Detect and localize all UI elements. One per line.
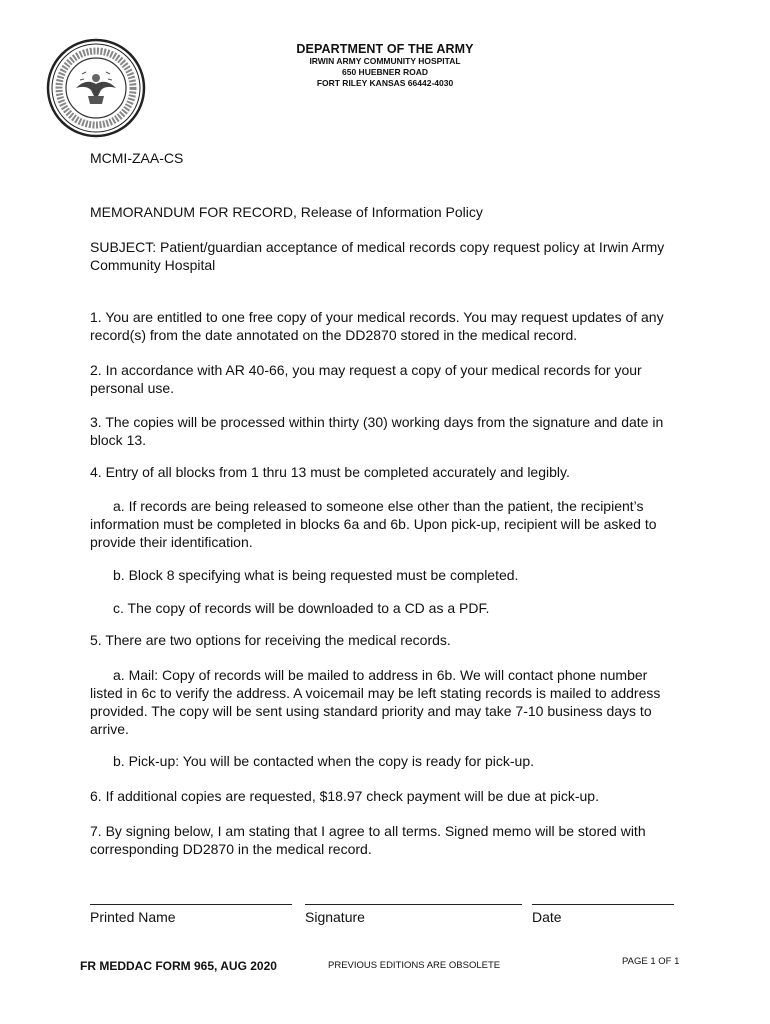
- paragraph-2: 2. In accordance with AR 40-66, you may request a copy of your medical records for your personal use.: [90, 362, 642, 396]
- printed-name-label: Printed Name: [90, 909, 176, 925]
- paragraph-5: 5. There are two options for receiving the medical records.: [90, 632, 451, 648]
- department-of-defense-seal-icon: [46, 38, 146, 138]
- date-label: Date: [532, 909, 562, 925]
- paragraph-1: 1. You are entitled to one free copy of your medical records. You may request updates of any record(s) from the date annotated on the DD2870 stored in the medical record.: [90, 309, 664, 343]
- letterhead: [185, 42, 585, 89]
- paragraph-3: 3. The copies will be processed within thirty (30) working days from the signature and date in block 13.: [90, 414, 664, 448]
- paragraph-4c: c. The copy of records will be downloaded to a CD as a PDF.: [113, 600, 490, 616]
- subject-line: SUBJECT: Patient/guardian acceptance of medical records copy request policy at Irwin Army Community Hospital: [90, 239, 665, 273]
- hospital-name: IRWIN ARMY COMMUNITY HOSPITAL: [309, 56, 461, 66]
- paragraph-7: 7. By signing below, I am stating that I agree to all terms. Signed memo will be stored with corresponding DD2870 in the medical record.: [90, 823, 646, 857]
- department-name: DEPARTMENT OF THE ARMY: [296, 42, 474, 56]
- signature-label: Signature: [305, 909, 365, 925]
- office-symbol: MCMI-ZAA-CS: [90, 150, 184, 166]
- paragraph-4a: a. If records are being released to someone else other than the patient, the recipient’s information must be completed in blocks 6a and 6b. Upon pick-up, recipient will be asked to provide their identification.: [90, 498, 657, 550]
- date-line[interactable]: [532, 904, 674, 905]
- city-address: FORT RILEY KANSAS 66442-4030: [316, 78, 454, 88]
- signature-line[interactable]: [305, 904, 522, 905]
- page-number: PAGE 1 OF 1: [622, 956, 680, 967]
- paragraph-5b: b. Pick-up: You will be contacted when the copy is ready for pick-up.: [113, 753, 535, 769]
- printed-name-line[interactable]: [90, 904, 292, 905]
- paragraph-4b: b. Block 8 specifying what is being requested must be completed.: [113, 567, 519, 583]
- paragraph-4: 4. Entry of all blocks from 1 thru 13 must be completed accurately and legibly.: [90, 464, 570, 480]
- memorandum-for: MEMORANDUM FOR RECORD, Release of Information Policy: [90, 204, 483, 220]
- street-address: 650 HUEBNER ROAD: [342, 67, 428, 77]
- paragraph-6: 6. If additional copies are requested, $18.97 check payment will be due at pick-up.: [90, 788, 599, 804]
- paragraph-5a: a. Mail: Copy of records will be mailed to address in 6b. We will contact phone number listed in 6c to verify the address. A voicemail may be left stating records is mailed to address provided. The copy will be sent using standard priority and may take 7-10 business days to arrive.: [90, 667, 661, 737]
- obsolete-note: PREVIOUS EDITIONS ARE OBSOLETE: [328, 960, 501, 971]
- form-id: FR MEDDAC FORM 965, AUG 2020: [80, 959, 277, 973]
